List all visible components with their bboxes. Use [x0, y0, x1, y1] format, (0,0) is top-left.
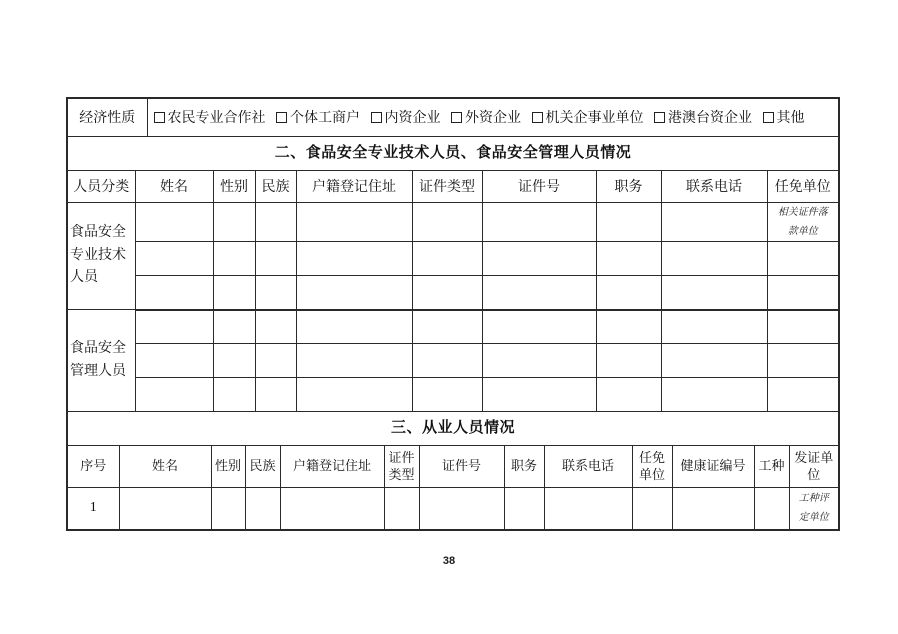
form-cell[interactable]: [255, 344, 296, 378]
checkbox-icon[interactable]: [532, 112, 543, 123]
option-label: 港澳台资企业: [668, 111, 752, 127]
form-cell[interactable]: [135, 310, 213, 344]
column-header: 工种: [754, 446, 789, 487]
form-cell[interactable]: [245, 487, 280, 529]
form-cell[interactable]: [596, 203, 661, 242]
column-header: 户籍登记住址: [296, 171, 412, 203]
option-label: 农民专业合作社: [167, 111, 266, 127]
form-cell[interactable]: [482, 242, 596, 276]
option-label: 其他: [776, 111, 805, 127]
option-label: 个体工商户: [290, 111, 360, 127]
form-cell[interactable]: [296, 242, 412, 276]
table-row: [68, 344, 838, 378]
form-cell[interactable]: [213, 310, 255, 344]
form-cell[interactable]: [412, 344, 482, 378]
form-cell[interactable]: [596, 276, 661, 310]
form-cell[interactable]: [135, 378, 213, 412]
form-cell[interactable]: [672, 487, 754, 529]
form-cell[interactable]: [596, 378, 661, 412]
option-label: 外资企业: [465, 111, 521, 127]
checkbox-icon[interactable]: [654, 112, 665, 123]
checkbox-icon[interactable]: [763, 112, 774, 123]
column-header: 性别: [213, 171, 255, 203]
form-cell[interactable]: [482, 344, 596, 378]
form-cell[interactable]: [213, 276, 255, 310]
table-row: [68, 203, 838, 242]
form-cell[interactable]: [767, 344, 838, 378]
form-cell[interactable]: [504, 487, 544, 529]
form-cell[interactable]: [661, 242, 767, 276]
form-cell[interactable]: [482, 276, 596, 310]
form-cell[interactable]: [767, 310, 838, 344]
table-row: [68, 487, 838, 529]
economic-nature-row: [68, 99, 838, 137]
column-header: 人员分类: [68, 171, 135, 203]
form-cell[interactable]: [661, 310, 767, 344]
column-header: 姓名: [135, 171, 213, 203]
column-header: 序号: [68, 446, 119, 487]
group-label-technical-personnel: 食品安全专业技术人员: [68, 203, 135, 310]
section3-title: 三、从业人员情况: [68, 412, 838, 446]
form-cell[interactable]: [412, 242, 482, 276]
column-header: 证件号: [419, 446, 504, 487]
form-cell[interactable]: [596, 344, 661, 378]
form-cell[interactable]: [412, 378, 482, 412]
column-header: 性别: [211, 446, 245, 487]
form-cell[interactable]: [213, 203, 255, 242]
form-cell[interactable]: [419, 487, 504, 529]
column-header: 户籍登记住址: [280, 446, 384, 487]
section2-table: [68, 171, 838, 413]
section3-header-row: [68, 446, 838, 487]
economic-option-individual[interactable]: [276, 107, 360, 127]
row-index: 1: [68, 487, 119, 529]
form-cell[interactable]: [296, 344, 412, 378]
column-header: 证件号: [482, 171, 596, 203]
option-label: 内资企业: [384, 111, 441, 127]
column-header: 发证单位: [789, 446, 838, 487]
column-header: 健康证编号: [672, 446, 754, 487]
section2-header-row: [68, 171, 838, 203]
form-cell[interactable]: [135, 276, 213, 310]
column-header: 证件类型: [384, 446, 419, 487]
column-header: 任免单位: [632, 446, 672, 487]
table-row: [68, 310, 838, 344]
form-cell[interactable]: [767, 378, 838, 412]
form-cell[interactable]: [412, 203, 482, 242]
column-header: 职务: [596, 171, 661, 203]
form-cell[interactable]: [754, 487, 789, 529]
group-label-management-personnel: 食品安全管理人员: [68, 310, 135, 412]
table-row: [68, 378, 838, 412]
form-cell[interactable]: [213, 242, 255, 276]
form-cell[interactable]: [255, 310, 296, 344]
section3-table: [68, 446, 838, 529]
column-header: 民族: [255, 171, 296, 203]
form-cell[interactable]: [255, 242, 296, 276]
section2-title: 二、食品安全专业技术人员、食品安全管理人员情况: [68, 137, 838, 171]
form-cell[interactable]: [296, 378, 412, 412]
form-cell[interactable]: [119, 487, 211, 529]
column-header: 民族: [245, 446, 280, 487]
economic-option-coop[interactable]: [154, 107, 266, 127]
form-cell[interactable]: [412, 310, 482, 344]
form-cell[interactable]: [661, 203, 767, 242]
form-cell[interactable]: [482, 378, 596, 412]
column-header: 证件类型: [412, 171, 482, 203]
column-header: 联系电话: [544, 446, 632, 487]
form-cell[interactable]: [661, 344, 767, 378]
form-cell[interactable]: [661, 276, 767, 310]
form-cell[interactable]: [767, 276, 838, 310]
form-cell[interactable]: [661, 378, 767, 412]
form-cell[interactable]: [767, 242, 838, 276]
column-header: 联系电话: [661, 171, 767, 203]
checkbox-icon[interactable]: [451, 112, 462, 123]
form-cell[interactable]: [632, 487, 672, 529]
form-cell[interactable]: [255, 203, 296, 242]
form-cell[interactable]: [296, 310, 412, 344]
form-cell[interactable]: [296, 276, 412, 310]
column-header: 任免单位: [767, 171, 838, 203]
table-row: [68, 242, 838, 276]
form-cell[interactable]: [596, 242, 661, 276]
table-row: [68, 276, 838, 310]
economic-option-hkmotw[interactable]: [654, 107, 752, 127]
form-cell[interactable]: [280, 487, 384, 529]
form-cell[interactable]: [596, 310, 661, 344]
economic-option-government[interactable]: [532, 107, 644, 127]
form-cell[interactable]: [296, 203, 412, 242]
economic-option-domestic[interactable]: [371, 107, 441, 127]
economic-option-foreign[interactable]: [451, 107, 521, 127]
form-cell[interactable]: [211, 487, 245, 529]
form-cell[interactable]: [135, 242, 213, 276]
form-cell[interactable]: [544, 487, 632, 529]
form-cell[interactable]: [135, 203, 213, 242]
checkbox-icon[interactable]: [154, 112, 165, 123]
form-cell[interactable]: [255, 378, 296, 412]
form-cell[interactable]: [482, 310, 596, 344]
form-cell-note[interactable]: [767, 203, 838, 242]
form-cell-note[interactable]: [789, 487, 838, 529]
form-cell[interactable]: [412, 276, 482, 310]
form-table: [66, 97, 840, 531]
economic-nature-options: [147, 99, 838, 136]
option-label: 机关企事业单位: [545, 111, 644, 127]
page-number: 38: [442, 555, 456, 567]
economic-nature-label: 经济性质: [68, 99, 147, 136]
column-header: 姓名: [119, 446, 211, 487]
cell-note: 工种评定单位: [798, 493, 829, 524]
form-cell[interactable]: [213, 378, 255, 412]
form-cell[interactable]: [384, 487, 419, 529]
cell-note: 相关证件落款单位: [777, 207, 828, 237]
form-cell[interactable]: [482, 203, 596, 242]
form-cell[interactable]: [213, 344, 255, 378]
checkbox-icon[interactable]: [276, 112, 287, 123]
checkbox-icon[interactable]: [371, 112, 382, 123]
form-cell[interactable]: [135, 344, 213, 378]
form-cell[interactable]: [255, 276, 296, 310]
economic-option-other[interactable]: [763, 107, 805, 127]
column-header: 职务: [504, 446, 544, 487]
